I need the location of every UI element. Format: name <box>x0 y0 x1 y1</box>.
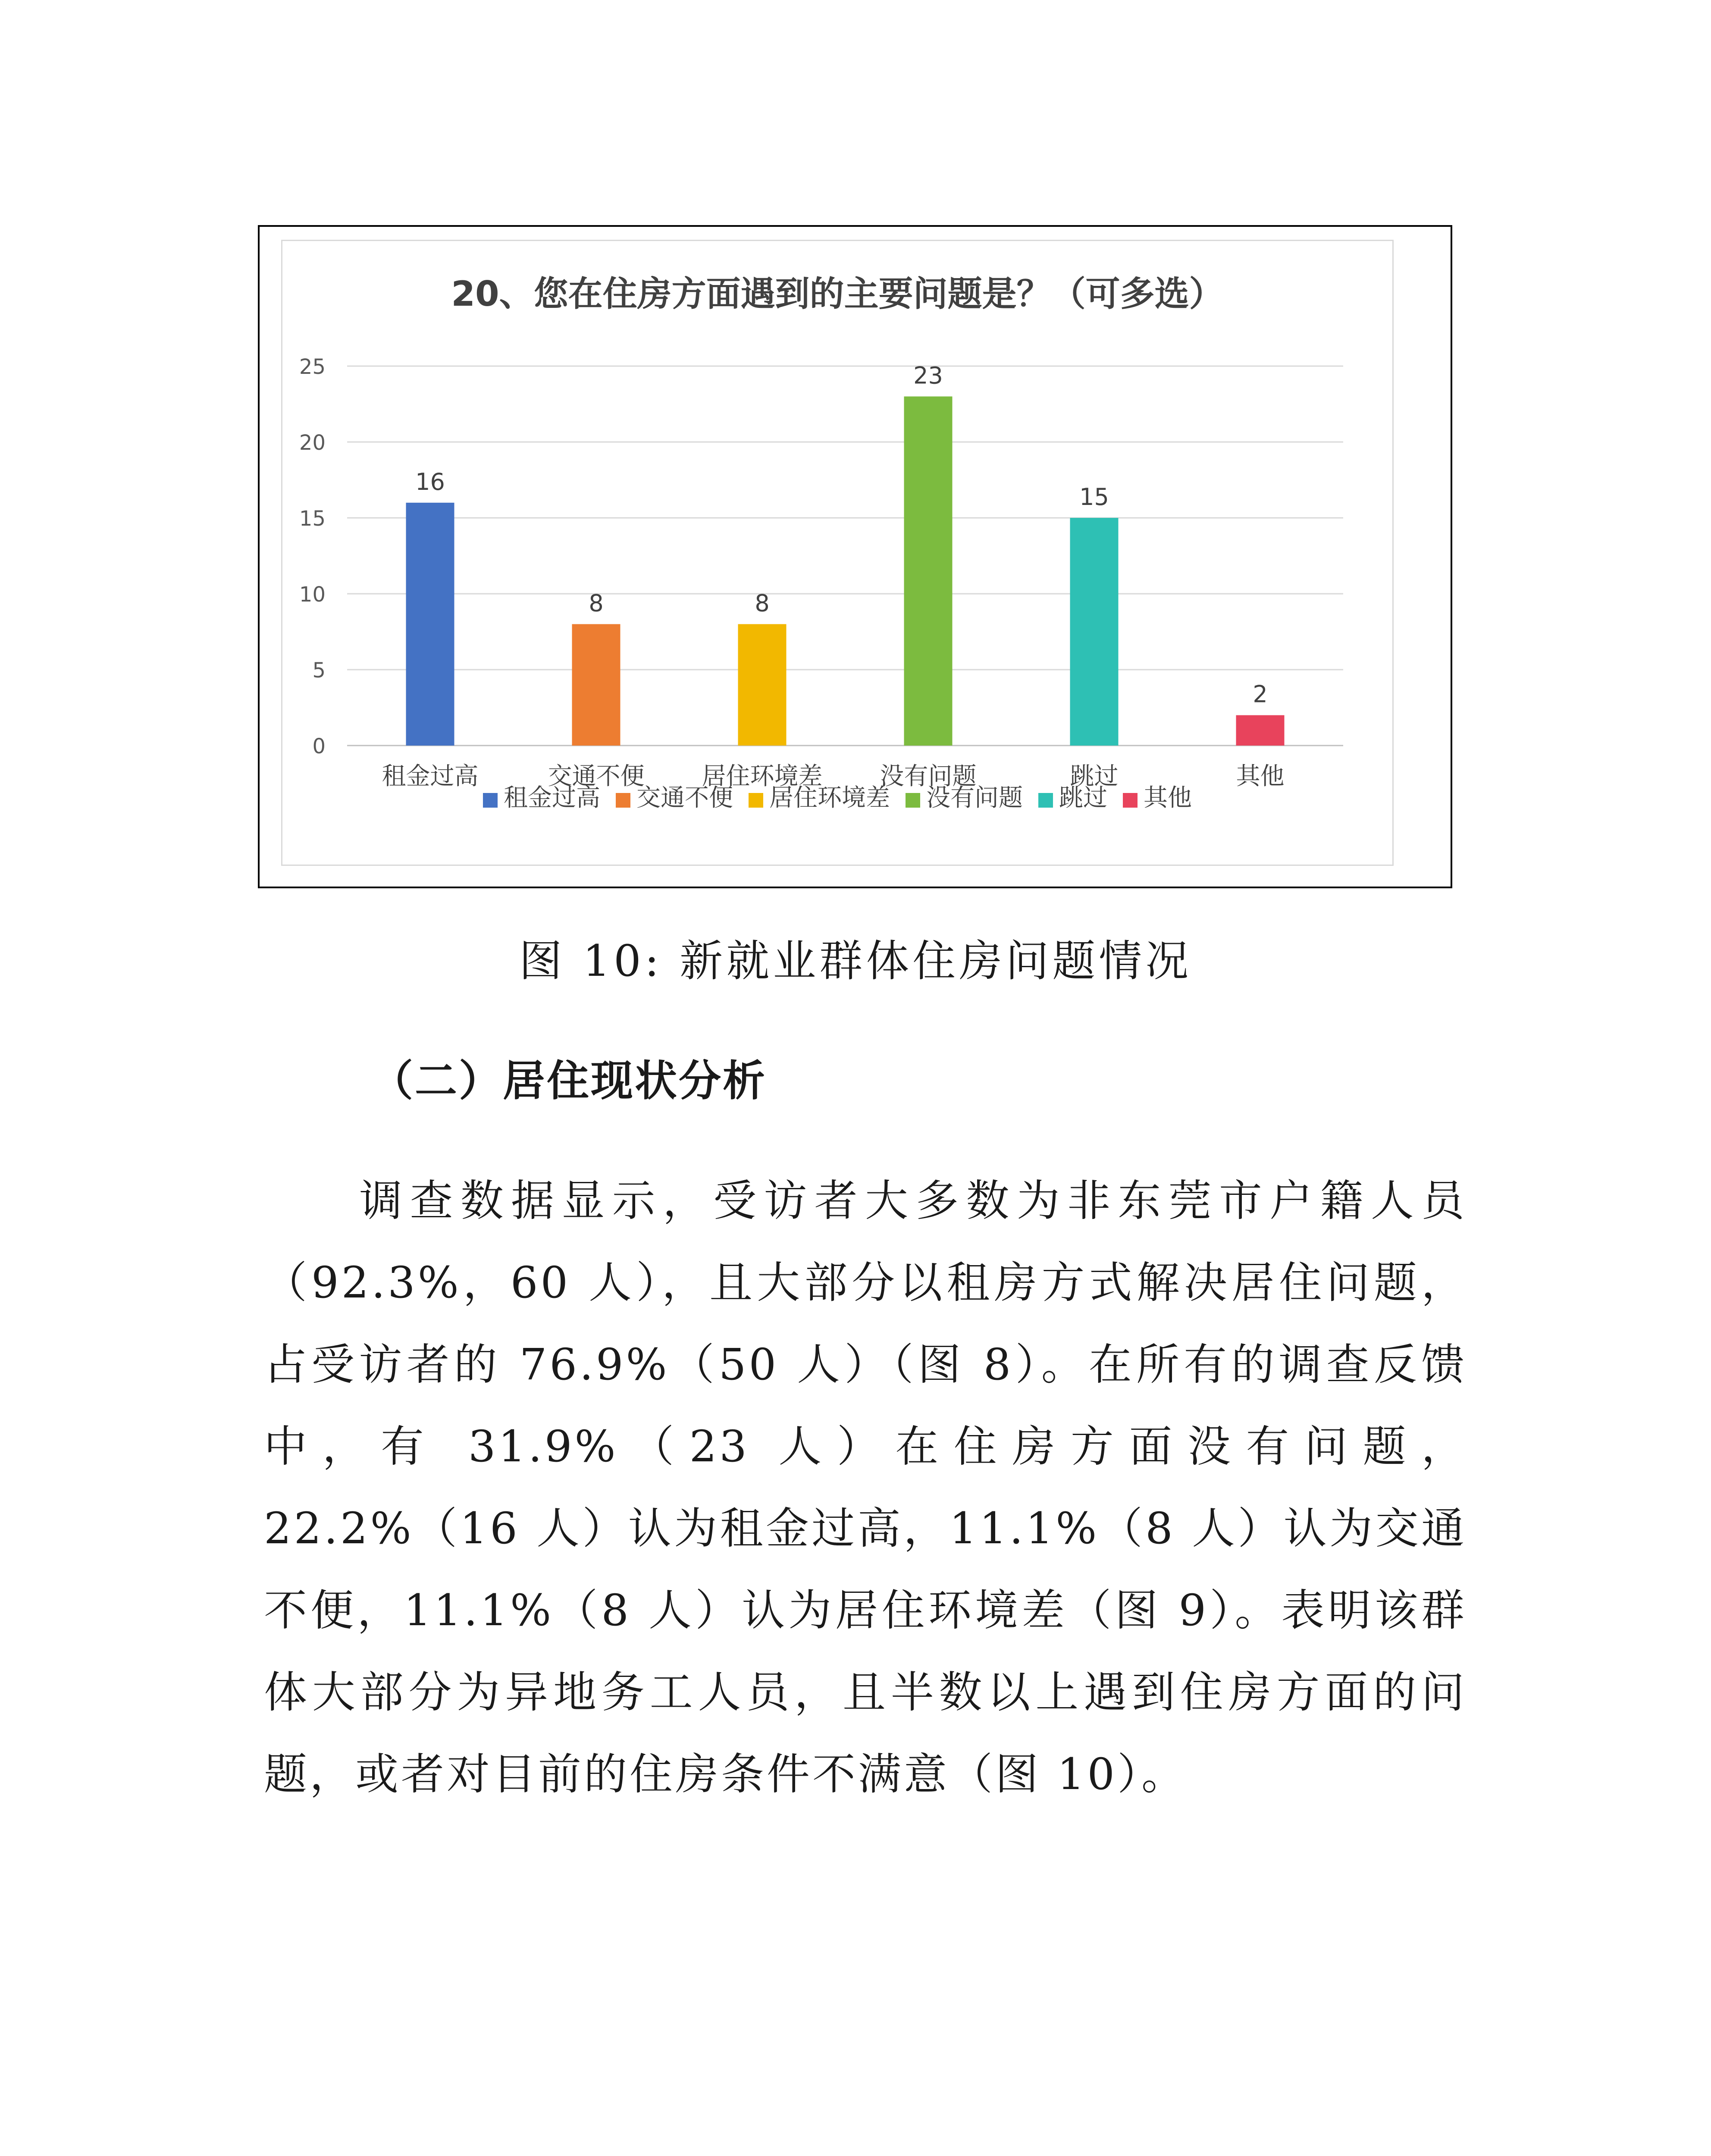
chart-frame <box>258 225 1452 888</box>
legend-entry: 跳过 <box>1059 784 1107 812</box>
paragraph-text: 调查数据显示，受访者大多数为非东莞市户籍人员（92.3%，60 人），且大部分以租房方式解决居住问题，占受访者的 76.9%（50 人）（图 8）。在所有的调查反馈中，有 31.9%（23 人）在住房方面没有问题，22.2%（16 人）认为租金过高，11.1%（8 人）认为交通不便，11.1%（8 人）认为居住环境差（图 9）。表明该群体大部分为异地务工人员，且半数以上遇到住房方面的问题，或者对目前的住房条件不满意（图 10）。 <box>264 1175 1467 1799</box>
x-tick-label: 交通不便 <box>548 762 645 790</box>
legend-entry: 其他 <box>1144 784 1192 812</box>
legend-swatch <box>906 793 920 808</box>
legend-swatch <box>1123 793 1138 808</box>
chart-title: 20、您在住房方面遇到的主要问题是？（可多选） <box>451 274 1224 314</box>
y-tick-label: 5 <box>312 658 326 683</box>
y-tick-label: 15 <box>299 507 326 531</box>
legend-entry: 居住环境差 <box>769 784 890 812</box>
legend-swatch <box>1038 793 1053 808</box>
bar <box>738 624 787 746</box>
data-label: 15 <box>1079 483 1109 511</box>
x-tick-label: 其他 <box>1236 762 1285 790</box>
chart-area <box>281 240 1394 866</box>
legend-entry: 没有问题 <box>926 784 1023 812</box>
bar <box>406 503 454 746</box>
x-tick-label: 跳过 <box>1070 762 1119 790</box>
y-tick-label: 10 <box>299 583 326 607</box>
bar <box>572 624 620 746</box>
bar <box>1236 715 1285 746</box>
body-paragraph <box>264 1160 1467 1815</box>
legend-swatch <box>749 793 763 808</box>
y-tick-label: 0 <box>312 734 326 758</box>
data-label: 16 <box>415 468 445 495</box>
figure-caption: 图 10: 新就业群体住房问题情况 <box>519 936 1192 986</box>
x-tick-label: 租金过高 <box>382 762 479 790</box>
data-label: 8 <box>755 589 770 617</box>
legend-entry: 交通不便 <box>636 784 733 812</box>
x-tick-label: 没有问题 <box>880 762 977 790</box>
legend-swatch <box>483 793 498 808</box>
y-tick-label: 25 <box>299 355 326 379</box>
legend-swatch <box>616 793 630 808</box>
bar <box>1070 518 1119 746</box>
data-label: 2 <box>1253 680 1268 708</box>
bar-chart <box>282 241 1392 865</box>
section-heading: （二）居住现状分析 <box>371 1056 767 1106</box>
bar <box>904 396 953 746</box>
data-label: 23 <box>913 362 943 389</box>
legend-entry: 租金过高 <box>504 784 600 812</box>
data-label: 8 <box>589 589 604 617</box>
x-tick-label: 居住环境差 <box>702 762 823 790</box>
y-tick-label: 20 <box>299 431 326 455</box>
